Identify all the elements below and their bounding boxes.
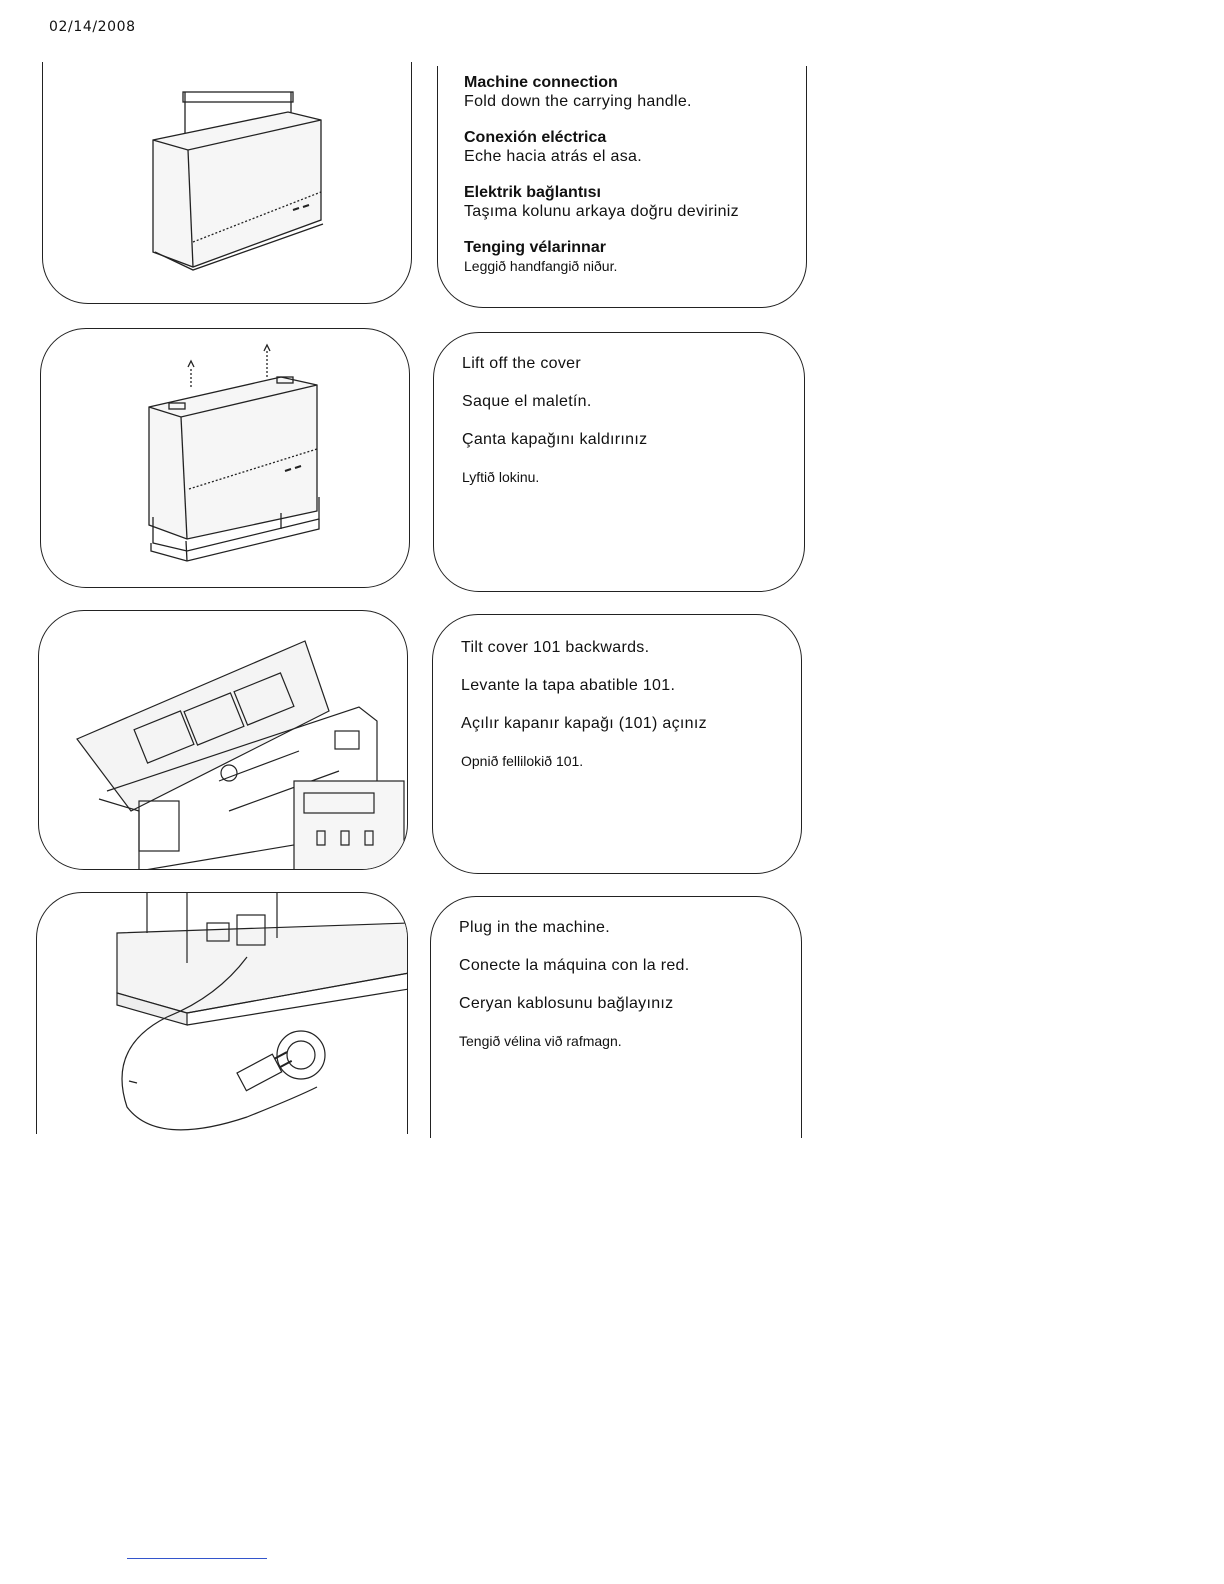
- block-heading: Elektrik bağlantısı: [464, 184, 601, 201]
- block-heading: Tenging vélarinnar: [464, 239, 606, 256]
- text-block: [464, 239, 786, 276]
- sewing-machine-closed-case-icon: [43, 62, 412, 304]
- instruction-line: Tengið vélina við rafmagn.: [459, 1033, 622, 1049]
- block-heading: Machine connection: [464, 74, 618, 91]
- document-date: 02/14/2008: [49, 19, 136, 35]
- block-text: Eche hacia atrás el asa.: [464, 148, 642, 165]
- step4-image-panel: [36, 892, 408, 1134]
- instruction-line: Levante la tapa abatible 101.: [461, 677, 676, 694]
- lift-cover-icon: [41, 329, 410, 588]
- block-text: Leggið handfangið niður.: [464, 258, 618, 274]
- instruction-line: Saque el maletín.: [462, 393, 592, 410]
- instruction-line: Opnið fellilokið 101.: [461, 753, 584, 769]
- instruction-line: Conecte la máquina con la red.: [459, 957, 690, 974]
- instruction-line: Tilt cover 101 backwards.: [461, 639, 650, 656]
- step1-text-panel: [437, 66, 807, 308]
- step4-text-panel: [430, 896, 802, 1138]
- block-text: Taşıma kolunu arkaya doğru deviriniz: [464, 203, 739, 220]
- text-block: [464, 184, 786, 221]
- step2-image-panel: [40, 328, 410, 588]
- footer-link-rule[interactable]: [127, 1558, 267, 1559]
- step1-image-panel: [42, 62, 412, 304]
- block-heading: Conexión eléctrica: [464, 129, 607, 146]
- plug-in-machine-icon: [37, 893, 408, 1134]
- instruction-line: Açılır kapanır kapağı (101) açınız: [461, 715, 707, 732]
- text-block: [464, 129, 786, 166]
- open-tilt-cover-icon: [39, 611, 408, 870]
- step2-text-panel: [433, 332, 805, 592]
- instruction-line: Çanta kapağını kaldırınız: [462, 431, 648, 448]
- text-block: [464, 74, 786, 111]
- instruction-line: Plug in the machine.: [459, 919, 610, 936]
- block-text: Fold down the carrying handle.: [464, 93, 692, 110]
- instruction-line: Ceryan kablosunu bağlayınız: [459, 995, 674, 1012]
- step3-image-panel: [38, 610, 408, 870]
- instruction-line: Lyftið lokinu.: [462, 469, 540, 485]
- instruction-line: Lift off the cover: [462, 355, 581, 372]
- step3-text-panel: [432, 614, 802, 874]
